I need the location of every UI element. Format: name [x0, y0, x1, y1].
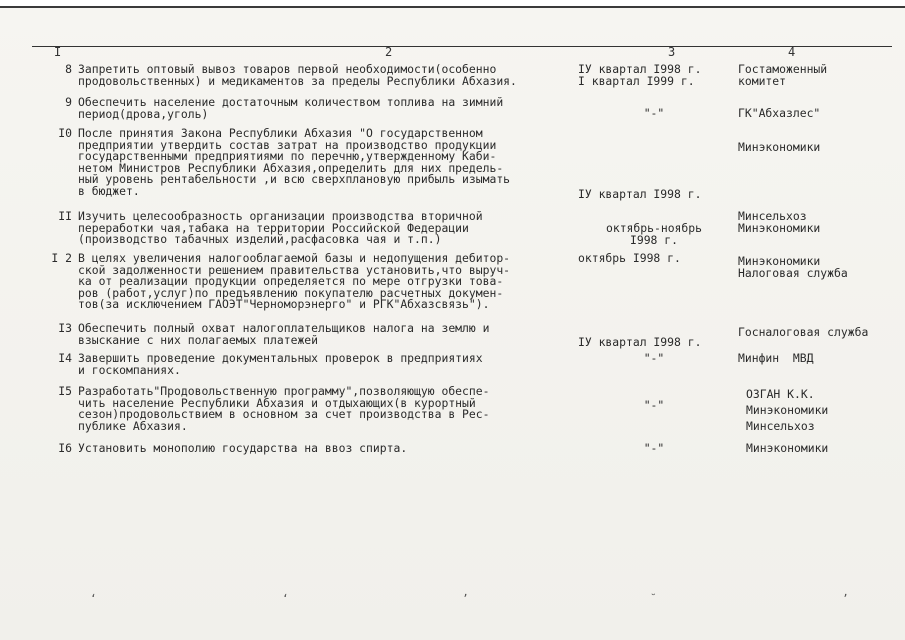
row-responsible: ГК"Абхазлес"	[738, 106, 821, 120]
table-header-rule	[32, 46, 892, 47]
row-number: 9	[65, 95, 72, 109]
row-responsible: Госналоговая служба	[738, 325, 869, 339]
row-term: "-"	[643, 441, 665, 455]
row-measure: Разработать"Продовольственную программу",позволяющую обеспе- чить население Республики Абхазия и отдыхающих(в курортный сезон)продовольствием в основном за счет производства в Рес- публике Абхазия.	[78, 384, 490, 433]
row-term: IУ квартал I998 г.	[578, 335, 702, 349]
scan-speck-mark: ʼ	[462, 592, 469, 605]
row-measure: Изучить целесообразность организации производства вторичной переработки чая,табака на территории Российской Федерации (производство табачных изделий,расфасовка чая и т.п.)	[78, 209, 483, 247]
row-measure: Установить монополию государства на ввоз спирта.	[78, 441, 408, 455]
row-number: I5	[58, 384, 72, 398]
row-measure: Обеспечить население достаточным количеством топлива на зимний период(дрова,уголь)	[78, 95, 504, 121]
row-term: "-"	[643, 351, 665, 365]
row-term: октябрь I998 г.	[578, 251, 681, 265]
row-number: I3	[58, 321, 72, 335]
scan-speck-mark: ˘	[650, 592, 657, 605]
row-term: IУ квартал I998 г. I квартал I999 г.	[578, 62, 702, 88]
row-number: I4	[58, 351, 72, 365]
row-number: I 2	[51, 251, 72, 265]
row-responsible: Гостаможенный комитет	[738, 62, 828, 88]
row-number: 8	[65, 62, 72, 76]
scan-speck-mark: ʻ	[282, 592, 289, 605]
row-term: октябрь-ноябрь I998 г.	[605, 221, 702, 247]
row-term: "-"	[643, 398, 665, 412]
row-responsible: Минэкономики	[738, 140, 821, 154]
column-header-responsible: 4	[788, 45, 796, 59]
row-responsible: Минэкономики	[746, 441, 829, 455]
column-header-measure: 2	[385, 45, 393, 59]
row-measure: Запретить оптовый вывоз товаров первой необходимости(особенно продовольственных) и медикаментов за пределы Республики Абхазия.	[78, 62, 517, 88]
page-top-edge	[0, 0, 905, 8]
column-header-number: I	[54, 45, 62, 59]
row-number: I6	[58, 441, 72, 455]
scan-speck-mark: ʼ	[842, 592, 849, 605]
row-term: "-"	[643, 106, 665, 120]
row-responsible: Минфин МВД	[738, 351, 814, 365]
row-term: IУ квартал I998 г.	[578, 187, 702, 201]
row-number: I0	[58, 126, 72, 140]
row-responsible: Минсельхоз Минэкономики	[738, 209, 821, 235]
scan-speck-mark: ʻ	[90, 592, 97, 605]
column-header-term: 3	[668, 45, 676, 59]
row-measure: После принятия Закона Республики Абхазия "О государственном предприятии утвердить состав затрат на производство продукции государственными предприятиями по перечню,утвержденному Каби- нетом Министров Республики Абхазия,определить для них предель- ный уровень рентабельности ,и всю сверхплановую прибыль изымать в бюджет.	[78, 126, 511, 198]
row-number: II	[58, 209, 72, 223]
row-measure: В целях увеличения налогооблагаемой базы и недопущения дебитор- ской задолженности решением правительства установить,что выруч- ка от реализации продукции определяется по мере отгрузки това- ров (работ,услуг)по предъявлению покупателю расчетных докумен- тов(за исключением ГАОЭТ"Черноморэнерго" и РГК"Абхазсвязь").	[78, 251, 511, 312]
row-responsible: ОЗГАН К.К. Минэкономики Минсельхоз	[746, 387, 829, 433]
row-measure: Завершить проведение документальных проверок в предприятиях и госкомпаниях.	[78, 351, 483, 377]
row-responsible: Минэкономики Налоговая служба	[738, 254, 848, 280]
row-measure: Обеспечить полный охват налогоплательщиков налога на землю и взыскание с них полагаемых платежей	[78, 321, 490, 347]
